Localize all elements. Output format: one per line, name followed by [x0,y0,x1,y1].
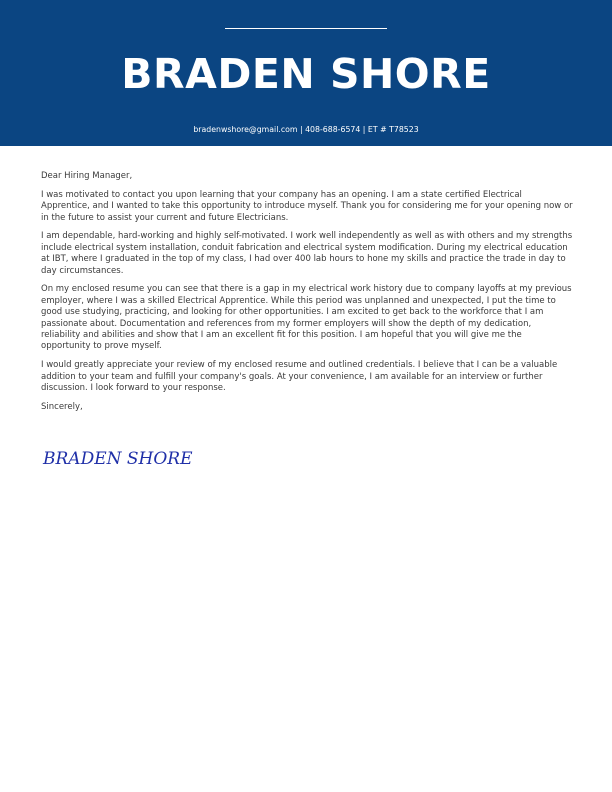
header-divider [225,28,387,29]
paragraph-3: On my enclosed resume you can see that there is a gap in my electrical work history due to company layoffs at my previous employer, where I was a skilled Electrical Apprentice. While this period was unplanned and unexpected, I put the time to good use studying, practicing, and looking for other opportunities. I am excited to get back to the workforce that I am passionate about. Documentation and references from my former employers will show the depth of my dedication, reliability and abilities and show that I am an excellent fit for this position. I am hopeful that you will give me the opportunity to prove myself. [41,284,572,352]
header-banner [0,0,612,146]
paragraph-2: I am dependable, hard-working and highly self-motivated. I work well independently as well as with others and my strengths include electrical system installation, conduit fabrication and electrical system modification. During my electrical education at IBT, where I graduated in the top of my class, I had over 400 lab hours to hone my skills and practice the trade in day to day circumstances. [41,231,573,276]
letter-body [41,171,573,421]
closing: Sincerely, [41,401,83,412]
salutation: Dear Hiring Manager, [41,171,133,181]
applicant-name: BRADEN SHORE [121,50,491,98]
paragraph-1: I was motivated to contact you upon learning that your company has an opening. I am a state certified Electrical Apprentice, and I wanted to take this opportunity to introduce myself. Thank you for considering me for your opening now or in the future to assist your current and future Electricians. [41,189,573,223]
contact-info: bradenwshore@gmail.com | 408-688-6574 | ET # T78523 [193,125,419,134]
paragraph-4: I would greatly appreciate your review of my enclosed resume and outlined credentials. I believe that I can be a valuable addition to your team and fulfill your company's goals. At your convenience, I am available for an interview or further discussion. I look forward to your response. [41,360,558,394]
signature: BRADEN SHORE [43,449,193,469]
